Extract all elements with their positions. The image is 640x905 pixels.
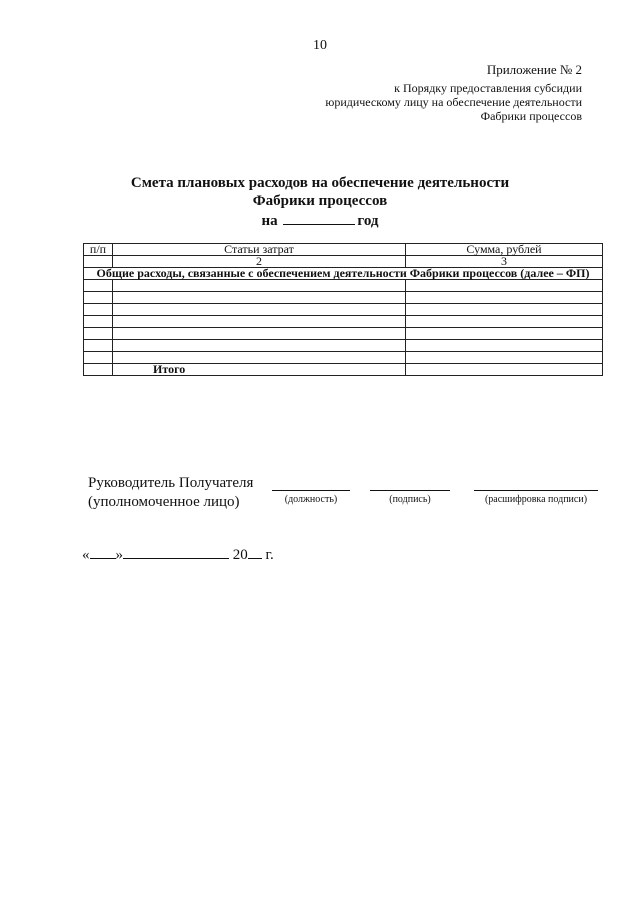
document-subtitle: Фабрики процессов bbox=[252, 193, 388, 209]
date-month-field[interactable] bbox=[123, 545, 229, 559]
signature-decoding-field[interactable] bbox=[474, 490, 598, 491]
table-cell bbox=[84, 352, 113, 364]
column-number-2: 2 bbox=[113, 256, 406, 268]
table-row bbox=[84, 292, 603, 304]
year-prefix: на bbox=[261, 213, 278, 229]
total-row bbox=[84, 364, 603, 376]
position-caption: (должность) bbox=[284, 494, 338, 505]
signature-field[interactable] bbox=[370, 490, 450, 491]
total-label: Итого bbox=[113, 364, 406, 376]
date-open-quote: « bbox=[82, 547, 90, 563]
table-cell bbox=[406, 328, 603, 340]
table-row bbox=[84, 304, 603, 316]
date-line bbox=[82, 545, 274, 564]
signer-block bbox=[88, 474, 253, 512]
table-cell bbox=[113, 292, 406, 304]
table-cell bbox=[113, 316, 406, 328]
table-cell bbox=[84, 328, 113, 340]
table-cell bbox=[113, 328, 406, 340]
column-number-3: 3 bbox=[406, 256, 603, 268]
budget-table bbox=[83, 243, 603, 376]
appendix-description: к Порядку предоставления субсидии юридическому лицу на обеспечение деятельности Фабрики процессов bbox=[325, 81, 582, 123]
table-cell bbox=[84, 292, 113, 304]
table-cell bbox=[406, 340, 603, 352]
table-cell bbox=[84, 316, 113, 328]
table-cell bbox=[406, 304, 603, 316]
appendix-title: Приложение № 2 bbox=[486, 62, 582, 77]
date-year-suffix: г. bbox=[265, 547, 274, 563]
document-year-line bbox=[0, 211, 640, 230]
date-year-field[interactable] bbox=[248, 545, 262, 559]
table-cell bbox=[113, 280, 406, 292]
signature-caption: (подпись) bbox=[389, 494, 431, 505]
table-cell bbox=[406, 352, 603, 364]
table-row bbox=[84, 280, 603, 292]
page-number: 10 bbox=[313, 38, 327, 53]
decoding-caption: (расшифровка подписи) bbox=[484, 494, 588, 505]
table-header-row bbox=[84, 244, 603, 256]
table-cell bbox=[406, 316, 603, 328]
total-cell-number bbox=[84, 364, 113, 376]
table-row bbox=[84, 328, 603, 340]
section-row bbox=[84, 268, 603, 280]
position-field[interactable] bbox=[272, 490, 350, 491]
signer-title: Руководитель Получателя bbox=[88, 475, 254, 491]
table-cell bbox=[406, 280, 603, 292]
table-cell bbox=[84, 280, 113, 292]
year-suffix: год bbox=[357, 213, 379, 229]
table-cell bbox=[113, 340, 406, 352]
year-blank-field bbox=[283, 211, 355, 225]
total-amount-cell bbox=[406, 364, 603, 376]
table-cell bbox=[113, 304, 406, 316]
date-close-quote: » bbox=[115, 547, 123, 563]
table-row bbox=[84, 340, 603, 352]
table-cell bbox=[84, 304, 113, 316]
header-cell-number: п/п bbox=[84, 244, 113, 256]
signer-note: (уполномоченное лицо) bbox=[88, 494, 240, 510]
date-day-field[interactable] bbox=[90, 545, 116, 559]
date-year-prefix: 20 bbox=[232, 547, 248, 563]
header-cell-items: Статьи затрат bbox=[113, 244, 406, 256]
document-title: Смета плановых расходов на обеспечение деятельности bbox=[130, 175, 510, 191]
table-cell bbox=[84, 340, 113, 352]
header-cell-amount: Сумма, рублей bbox=[406, 244, 603, 256]
table-cell bbox=[406, 292, 603, 304]
section-title: Общие расходы, связанные с обеспечением деятельности Фабрики процессов (далее – ФП) bbox=[84, 268, 603, 280]
table-row bbox=[84, 316, 603, 328]
